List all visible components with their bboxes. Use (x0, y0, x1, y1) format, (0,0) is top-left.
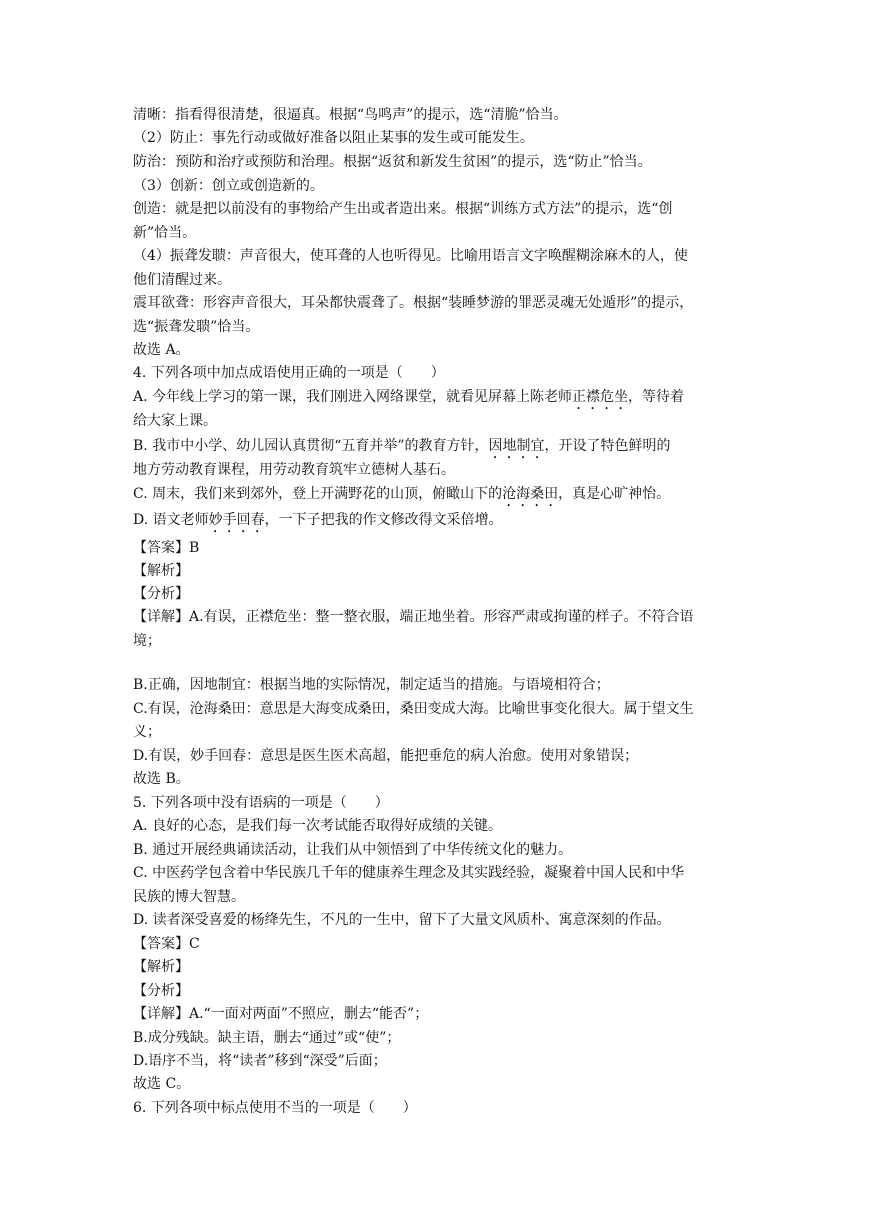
analysis-label: 【解析】 (133, 959, 189, 975)
text-line: 他们清醒过来。 (133, 272, 231, 288)
text-line: 故选 A。 (133, 342, 190, 358)
option-c: C. 中医药学包含着中华民族几千年的健康养生理念及其实践经验，凝聚着中国人民和中华 (133, 865, 685, 881)
text-line: （3）创新：创立或创造新的。 (133, 178, 324, 194)
text-line: （2）防止：事先行动或做好准备以阻止某事的发生或可能发生。 (133, 130, 534, 146)
option-text: ，真是心旷神怡。 (558, 486, 671, 502)
text-line: （4）振聋发聩：声音很大，使耳聋的人也听得见。比喻用语言文字唤醒糊涂麻木的人，使 (133, 248, 688, 264)
explanation-line: D.语序不当，将“读者”移到“深受”后面； (133, 1053, 387, 1069)
question-4: 4. 下列各项中加点成语使用正确的一项是（ ） (133, 365, 445, 381)
option-d: D. 读者深受喜爱的杨绛先生，不凡的一生中，留下了大量文风质朴、寓意深刻的作品。 (133, 912, 671, 928)
explanation-line: 义； (133, 724, 161, 740)
explanation-line: B.正确，因地制宜：根据当地的实际情况，制定适当的措施。与语境相符合； (133, 677, 610, 693)
text-line: 故选 B。 (133, 771, 190, 787)
text-line: 民族的博大智慧。 (133, 889, 245, 905)
dotted-idiom: 沧海桑田 (502, 486, 559, 502)
option-a: A. 良好的心态，是我们每一次考试能否取得好成绩的关键。 (133, 818, 503, 834)
option-d (133, 511, 503, 536)
option-text: A. 今年线上学习的第一课，我们刚进入网络课堂，就看见屏幕上陈老师 (133, 389, 573, 405)
question-6: 6. 下列各项中标点使用不当的一项是（ ） (133, 1100, 417, 1116)
text-line: 故选 C。 (133, 1076, 191, 1092)
explanation-line: D.有误，妙手回春：意思是医生医术高超，能把垂危的病人治愈。使用对象错误； (133, 748, 639, 764)
option-b: B. 通过开展经典诵读活动，让我们从中领悟到了中华传统文化的魅力。 (133, 842, 573, 858)
option-text: D. 语文老师 (133, 512, 209, 528)
question-5: 5. 下列各项中没有语病的一项是（ ） (133, 795, 389, 811)
analysis-label: 【分析】 (133, 983, 189, 999)
option-text: C. 周末，我们来到郊外，登上开满野花的山顶，俯瞰山下的 (133, 486, 503, 502)
text-line: 清晰：指看得很清楚，很逼真。根据“鸟鸣声”的提示，选“清脆”恰当。 (133, 107, 568, 123)
option-text: B. 我市中小学、幼儿园认真贯彻“五育并举”的教育方针， (133, 438, 489, 454)
text-line: 防治：预防和治疗或预防和治理。根据“返贫和新发生贫困”的提示，选“防止”恰当。 (133, 154, 652, 170)
text-line: 震耳欲聋：形容声音很大，耳朵都快震聋了。根据“装睡梦游的罪恶灵魂无处遁形”的提示， (133, 295, 694, 311)
option-text: ，等待着 (628, 389, 685, 405)
explanation-line: C.有误，沧海桑田：意思是大海变成桑田，桑田变成大海。比喻世事变化很大。属于望文生 (133, 701, 694, 717)
text-line: 地方劳动教育课程，用劳动教育筑牢立德树人基石。 (133, 462, 455, 478)
answer-label: 【答案】C (133, 936, 200, 952)
explanation-line: 境； (133, 633, 161, 649)
text-line: 新”恰当。 (133, 225, 197, 241)
option-c (133, 485, 670, 510)
text-line: 给大家上课。 (133, 413, 217, 429)
text-line: 创造：就是把以前没有的事物给产生出或者造出来。根据“训练方式方法”的提示，选“创 (133, 201, 673, 217)
dotted-idiom: 因地制宜 (488, 438, 545, 454)
explanation-line: 【详解】A.“一面对两面”不照应，删去“能否”； (133, 1006, 429, 1022)
option-b (133, 437, 671, 462)
option-text: ，开设了特色鲜明的 (544, 438, 671, 454)
dotted-idiom: 正襟危坐 (572, 389, 629, 405)
option-a (133, 388, 684, 413)
analysis-label: 【分析】 (133, 586, 189, 602)
dotted-idiom: 妙手回春 (208, 512, 265, 528)
option-text: ，一下子把我的作文修改得文采倍增。 (264, 512, 503, 528)
explanation-line: B.成分残缺。缺主语，删去“通过”或“使”； (133, 1030, 401, 1046)
explanation-line: 【详解】A.有误，正襟危坐：整一整衣服，端正地坐着。形容严肃或拘谨的样子。不符合语 (133, 609, 694, 625)
text-line: 选“振聋发聩”恰当。 (133, 319, 260, 335)
answer-label: 【答案】B (133, 540, 200, 556)
analysis-label: 【解析】 (133, 563, 189, 579)
